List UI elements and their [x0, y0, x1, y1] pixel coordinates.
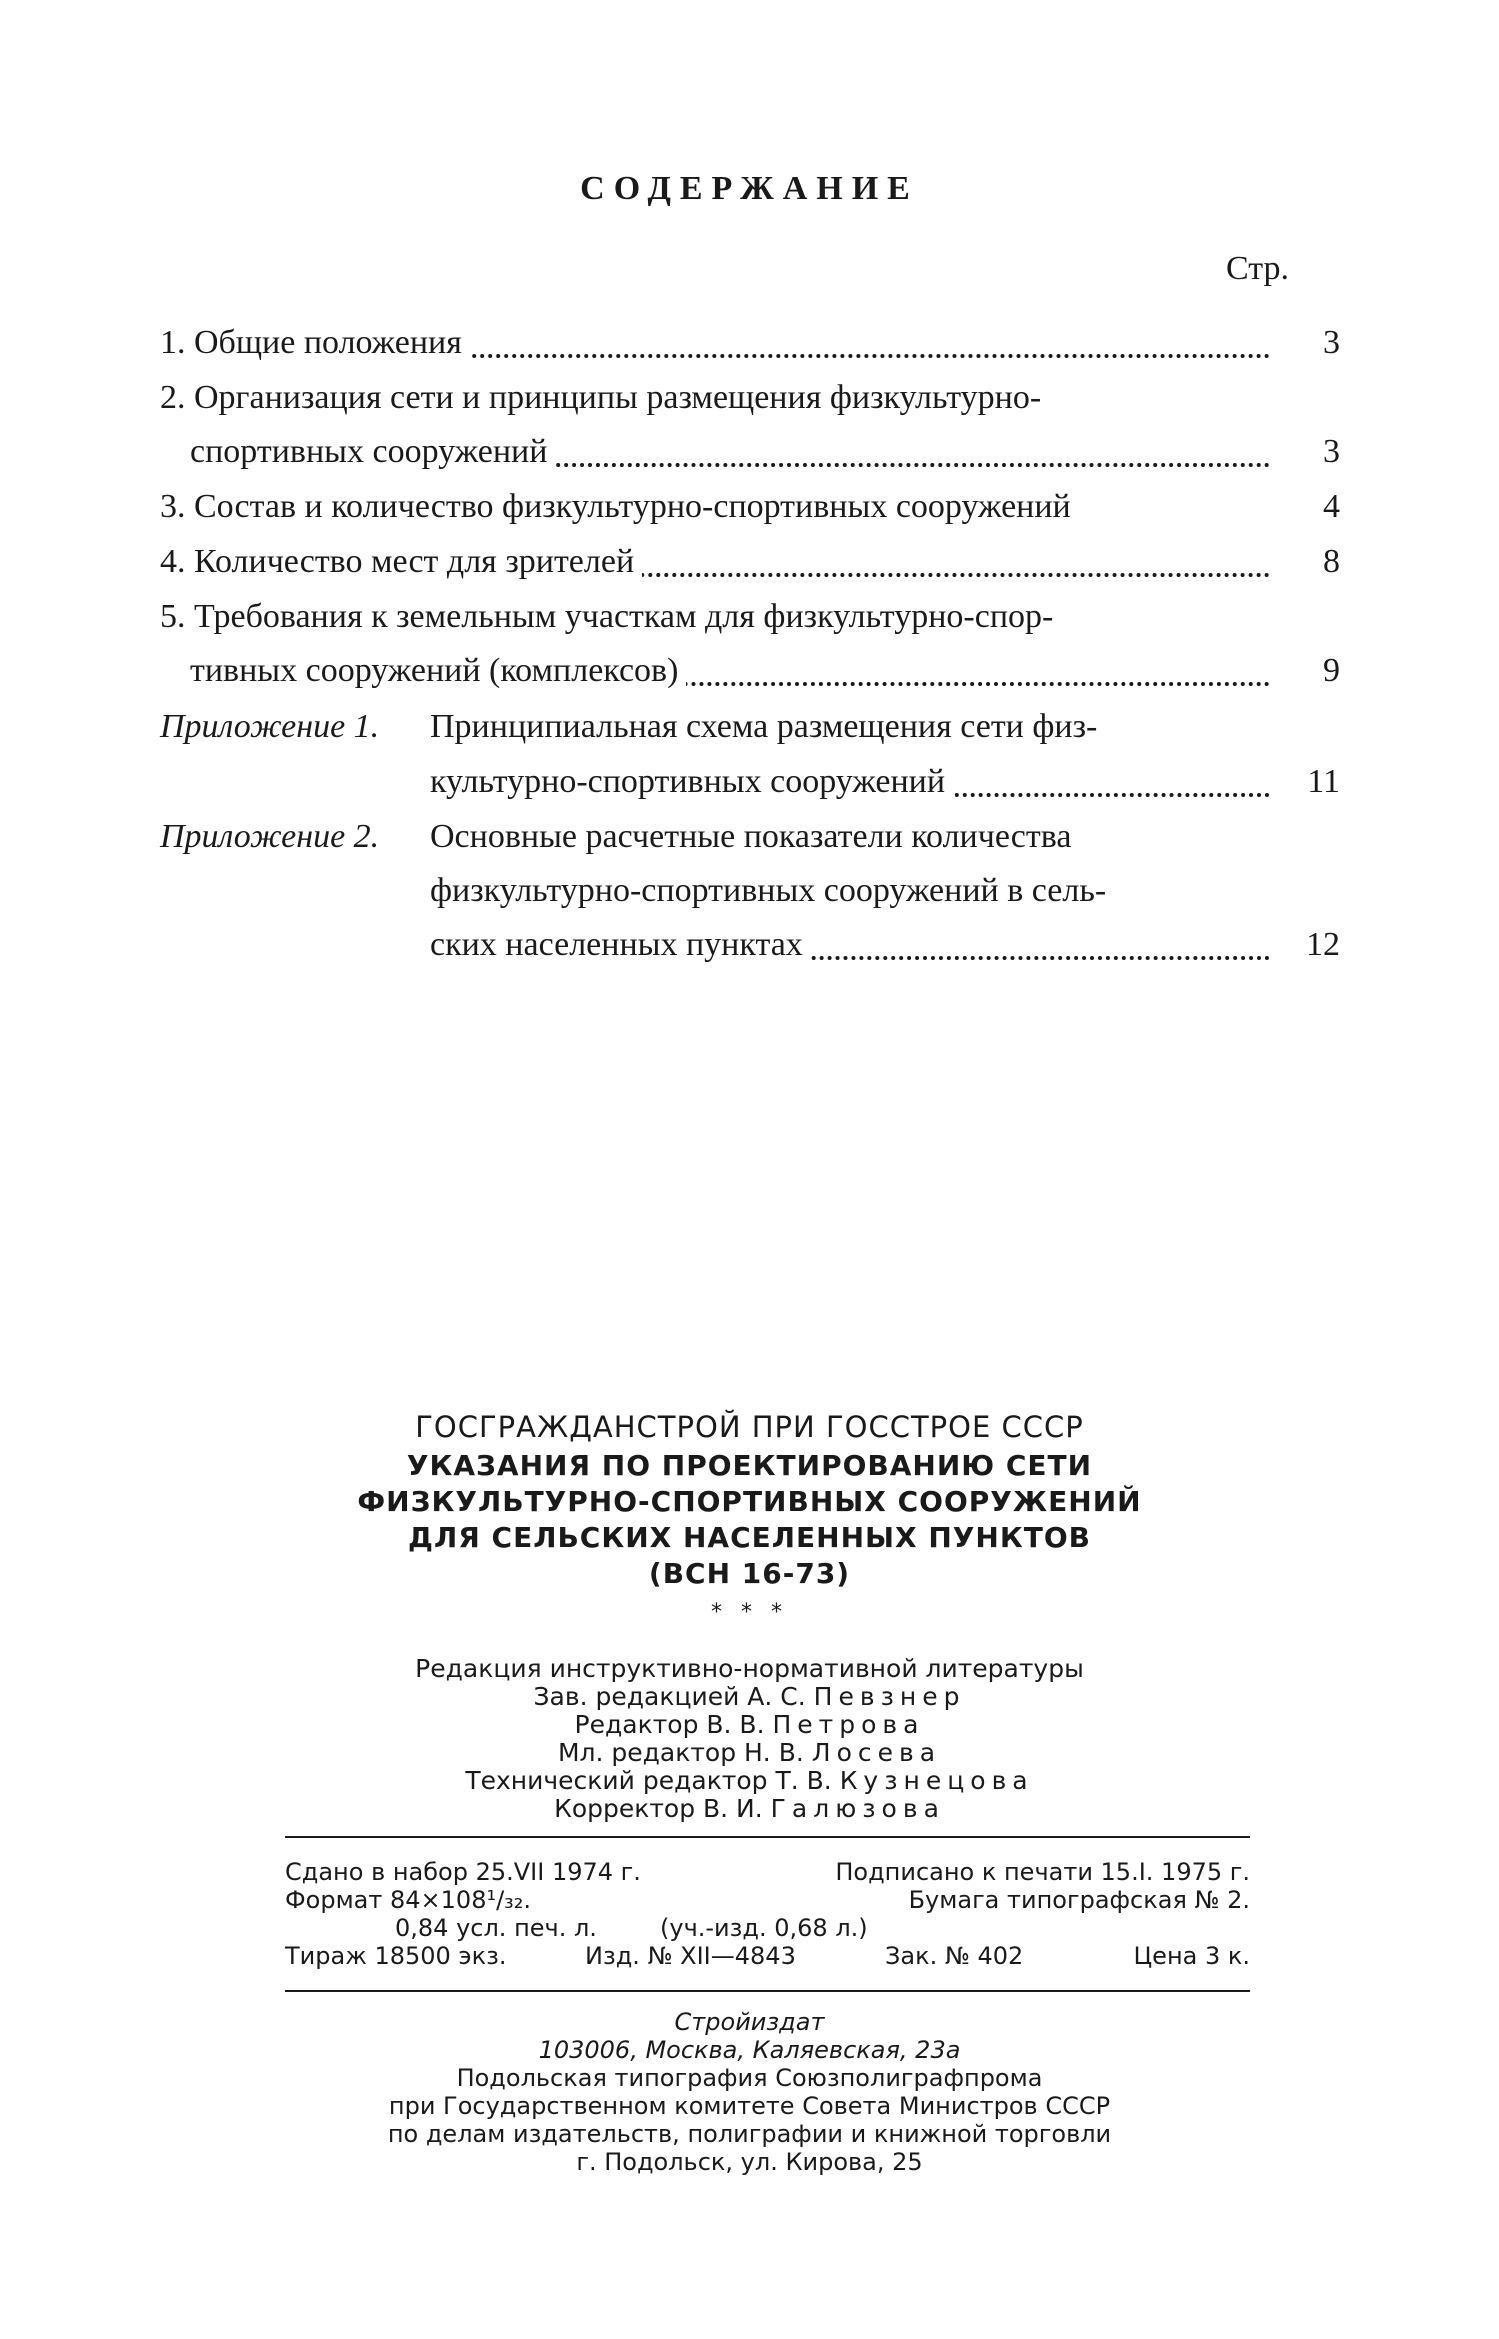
toc-page-number: 8	[1323, 543, 1340, 580]
toc-entry-line	[160, 812, 1340, 862]
separator-stars: * * *	[711, 1600, 788, 1625]
toc-entry	[160, 537, 1340, 587]
editorial-office: Редакция инструктивно-нормативной литературы	[415, 1654, 1084, 1683]
toc-page-number: 3	[1323, 324, 1340, 361]
toc-entry-text: тивных сооружений (комплексов)	[190, 652, 686, 689]
staff-role: Корректор В. И.	[554, 1794, 763, 1823]
print-run: Тираж 18500 экз.	[285, 1942, 507, 1970]
book-title-line: ФИЗКУЛЬТУРНО-СПОРТИВНЫХ СООРУЖЕНИЙ	[357, 1485, 1142, 1518]
toc-entry	[160, 482, 1340, 532]
print-row	[285, 1914, 1250, 1942]
staff-name: Петрова	[772, 1710, 925, 1739]
staff-name: Лосева	[811, 1738, 942, 1767]
print-row	[285, 1886, 1250, 1914]
toc-entry-text: спортивных сооружений	[190, 433, 555, 470]
paper-type: Бумага типографская № 2.	[908, 1886, 1250, 1914]
staff-line	[0, 1711, 1499, 1739]
toc-entry	[160, 757, 1340, 807]
print-row	[285, 1942, 1250, 1970]
toc-title: СОДЕРЖАНИЕ	[580, 170, 919, 207]
toc-entry-text: Принципиальная схема размещения сети физ-	[430, 708, 1098, 745]
price: Цена 3 к.	[1133, 1942, 1250, 1970]
divider-rule	[285, 1990, 1250, 1992]
print-data	[285, 1858, 1250, 1970]
toc-entry-text: 3. Состав и количество физкультурно-спортивных сооружений	[160, 488, 1079, 525]
toc-entry-text: Основные расчетные показатели количества	[430, 818, 1072, 855]
toc-page-number: 3	[1323, 433, 1340, 470]
edition-number: Изд. № XII—4843	[585, 1942, 796, 1970]
toc-entry-text: культурно-спортивных сооружений	[430, 763, 953, 800]
press-line: г. Подольск, ул. Кирова, 25	[576, 2148, 923, 2176]
organization-name: ГОСГРАЖДАНСТРОЙ ПРИ ГОССТРОЕ СССР	[415, 1410, 1084, 1444]
toc-page-number: 12	[1306, 926, 1340, 963]
credits	[0, 1655, 1499, 1823]
printed-sheets: 0,84 усл. печ. л.	[395, 1914, 597, 1942]
publisher-address: 103006, Москва, Каляевская, 23а	[538, 2036, 961, 2064]
appendix-label: Приложение 2.	[160, 818, 387, 855]
press-line: по делам издательств, полиграфии и книжной торговли	[387, 2120, 1112, 2148]
press-line: при Государственном комитете Совета Министров СССР	[388, 2092, 1111, 2120]
format: Формат 84×108¹/₃₂.	[285, 1886, 532, 1914]
toc-page-number: 9	[1323, 652, 1340, 689]
press-line: Подольская типография Союзполиграфпрома	[456, 2064, 1043, 2092]
toc-entry-text: 1. Общие положения	[160, 324, 470, 361]
toc-entry-text: 5. Требования к земельным участкам для физкультурно-спор-	[160, 598, 1061, 635]
toc-entry-line	[160, 373, 1340, 423]
staff-line	[0, 1683, 1499, 1711]
print-row	[285, 1858, 1250, 1886]
toc-entry-line	[160, 866, 1340, 916]
staff-line	[0, 1767, 1499, 1795]
order-number: Зак. № 402	[885, 1942, 1024, 1970]
appendix-label: Приложение 1.	[160, 708, 387, 745]
staff-role: Технический редактор Т. В.	[465, 1766, 832, 1795]
signed-date: Подписано к печати 15.I. 1975 г.	[835, 1858, 1250, 1886]
toc-entry	[160, 318, 1340, 368]
staff-role: Редактор В. В.	[574, 1710, 765, 1739]
staff-role: Зав. редакцией А. С.	[533, 1682, 806, 1711]
page-column-label: Стр.	[1225, 250, 1289, 287]
divider-rule	[285, 1836, 1250, 1838]
toc-entry	[160, 427, 1340, 477]
toc-entry-line	[160, 592, 1340, 642]
toc-entry-text: 2. Организация сети и принципы размещения физкультурно-	[160, 379, 1049, 416]
toc-entry	[160, 920, 1340, 970]
book-title-line: ДЛЯ СЕЛЬСКИХ НАСЕЛЕННЫХ ПУНКТОВ	[408, 1521, 1091, 1554]
staff-line	[0, 1795, 1499, 1823]
staff-name: Кузнецова	[839, 1766, 1034, 1795]
typeset-date: Сдано в набор 25.VII 1974 г.	[285, 1858, 641, 1886]
staff-line	[0, 1739, 1499, 1767]
toc-entry-text: ских населенных пунктах	[430, 926, 811, 963]
book-title-line: УКАЗАНИЯ ПО ПРОЕКТИРОВАНИЮ СЕТИ	[406, 1449, 1093, 1482]
publisher-sheets: (уч.-изд. 0,68 л.)	[660, 1914, 868, 1942]
toc-entry-text: 4. Количество мест для зрителей	[160, 543, 642, 580]
toc-entry-text: физкультурно-спортивных сооружений в сель-	[430, 872, 1107, 909]
toc-page-number: 4	[1323, 488, 1340, 525]
toc-page-number: 11	[1307, 763, 1340, 800]
publisher-name: Стройиздат	[674, 2008, 825, 2036]
staff-name: Певзнер	[813, 1682, 966, 1711]
book-title	[0, 1448, 1499, 1592]
toc-entry	[160, 646, 1340, 696]
book-code: (ВСН 16-73)	[648, 1557, 851, 1590]
publisher-block	[0, 2008, 1499, 2176]
toc-entry-line	[160, 702, 1340, 752]
staff-role: Мл. редактор Н. В.	[557, 1738, 804, 1767]
staff-name: Галюзова	[770, 1794, 945, 1823]
